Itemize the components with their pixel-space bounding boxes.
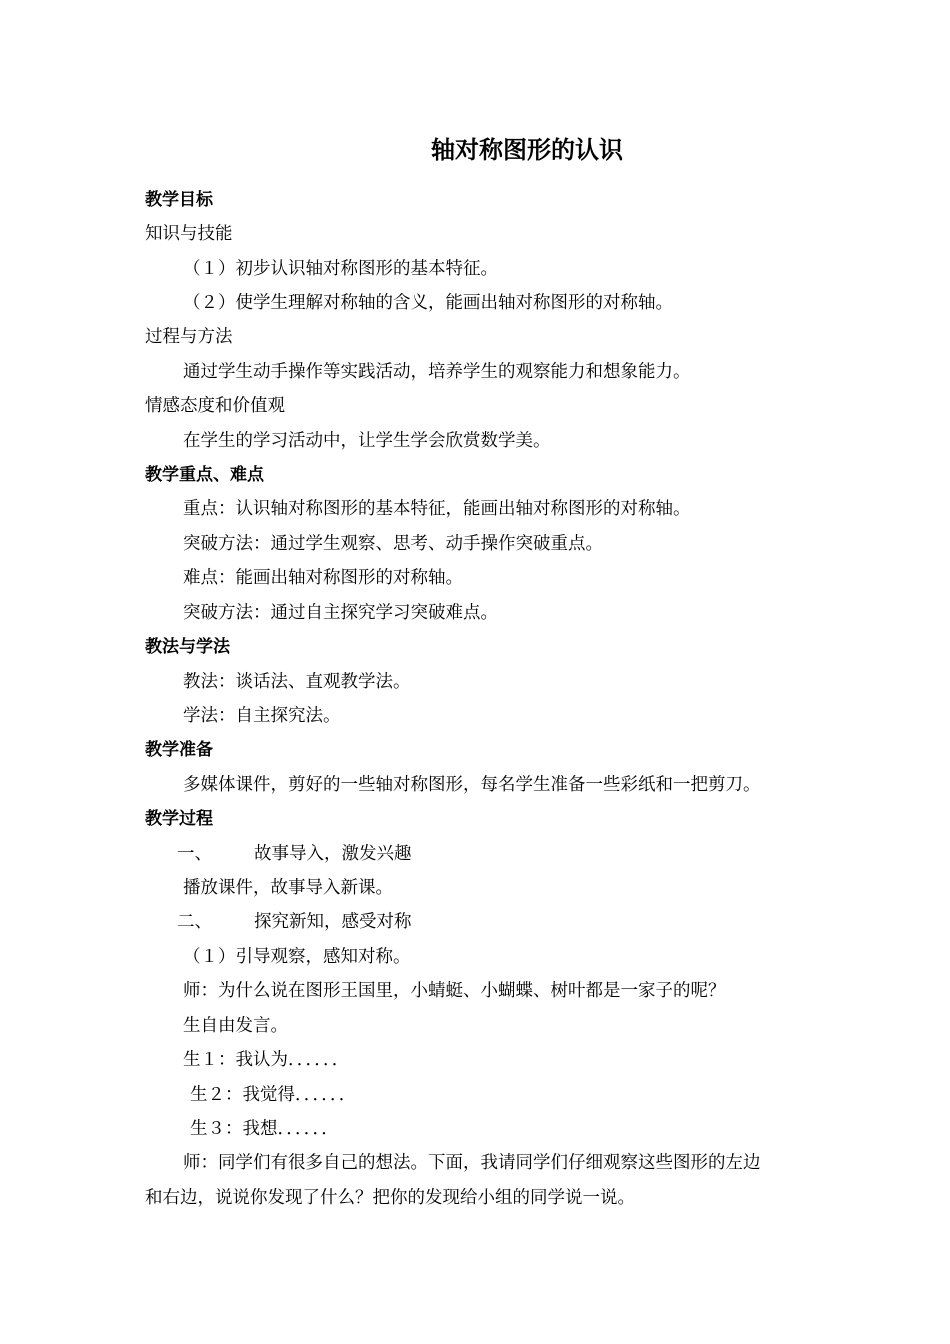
- process-text: 通过学生动手操作等实践活动，培养学生的观察能力和想象能力。: [183, 362, 691, 382]
- teach-method: 教法：谈话法、直观教学法。: [183, 672, 411, 692]
- subheading-knowledge: 知识与技能: [145, 224, 233, 244]
- difficulty-method: 突破方法：通过自主探究学习突破难点。: [183, 603, 498, 623]
- student-3: 生３：我想．．．．．．: [190, 1119, 339, 1139]
- step-1-text: 播放课件，故事导入新课。: [183, 878, 393, 898]
- step-2-number: 二、: [177, 912, 212, 932]
- document-title: 轴对称图形的认识: [431, 136, 623, 164]
- key-method: 突破方法：通过学生观察、思考、动手操作突破重点。: [183, 534, 603, 554]
- subheading-emotion: 情感态度和价值观: [145, 396, 285, 416]
- step-1-title: 故事导入，激发兴趣: [254, 844, 412, 864]
- subheading-process: 过程与方法: [145, 327, 233, 347]
- heading-objectives: 教学目标: [145, 190, 213, 210]
- heading-preparation: 教学准备: [145, 740, 213, 760]
- objective-2: （２）使学生理解对称轴的含义，能画出轴对称图形的对称轴。: [183, 293, 673, 313]
- learn-method: 学法：自主探究法。: [183, 706, 341, 726]
- heading-procedure: 教学过程: [145, 809, 213, 829]
- student-2: 生２：我觉得．．．．．．: [190, 1085, 357, 1105]
- heading-key-points: 教学重点、难点: [145, 465, 264, 485]
- step-2-sub-1: （１）引导观察，感知对称。: [183, 947, 411, 967]
- step-2-title: 探究新知，感受对称: [254, 912, 412, 932]
- emotion-text: 在学生的学习活动中，让学生学会欣赏数学美。: [183, 431, 551, 451]
- teacher-question-1: 师：为什么说在图形王国里，小蜻蜓、小蝴蝶、树叶都是一家子的呢？: [183, 981, 726, 1001]
- difficulty-point: 难点：能画出轴对称图形的对称轴。: [183, 568, 463, 588]
- step-1-number: 一、: [177, 844, 212, 864]
- teacher-question-2-line-1: 师：同学们有很多自己的想法。下面，我请同学们仔细观察这些图形的左边: [183, 1153, 761, 1173]
- key-point: 重点：认识轴对称图形的基本特征，能画出轴对称图形的对称轴。: [183, 499, 691, 519]
- step-1-heading: [177, 842, 412, 866]
- objective-1: （１）初步认识轴对称图形的基本特征。: [183, 259, 498, 279]
- step-2-heading: [177, 910, 412, 934]
- teacher-question-2-line-2: 和右边，说说你发现了什么？把你的发现给小组的同学说一说。: [145, 1188, 635, 1208]
- student-1: 生１：我认为．．．．．．: [183, 1050, 350, 1070]
- preparation-text: 多媒体课件，剪好的一些轴对称图形，每名学生准备一些彩纸和一把剪刀。: [183, 775, 761, 795]
- heading-methods: 教法与学法: [145, 637, 230, 657]
- free-speech: 生自由发言。: [183, 1016, 288, 1036]
